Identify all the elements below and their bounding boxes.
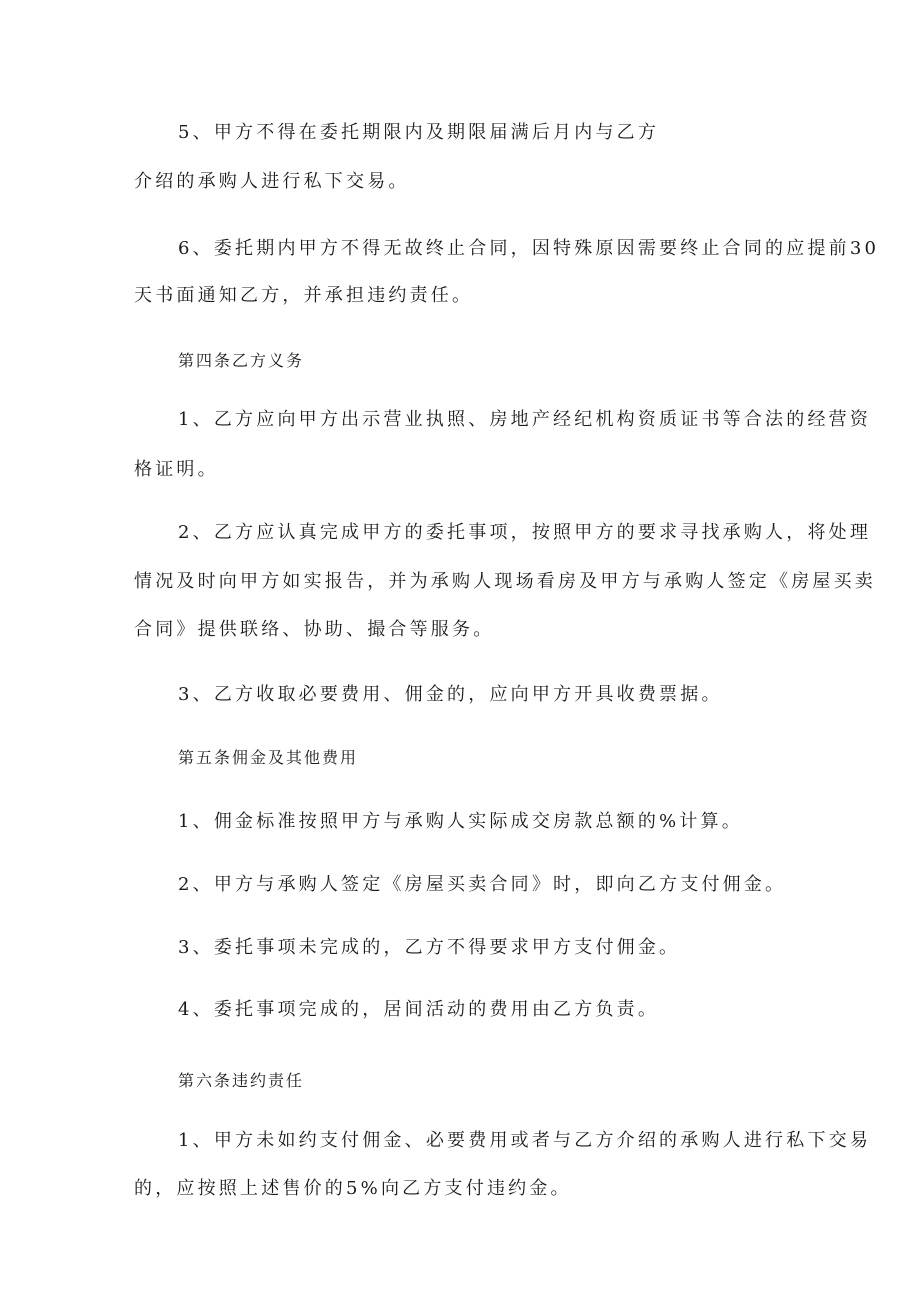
section-4-item-1-line-1: 1、乙方应向甲方出示营业执照、房地产经纪机构资质证书等合法的经营资 — [178, 409, 872, 430]
section-heading-5: 第五条佣金及其他费用 — [178, 748, 359, 767]
section-5-item-2: 2、甲方与承购人签定《房屋买卖合同》时，即向乙方支付佣金。 — [178, 874, 787, 895]
section-heading-4: 第四条乙方义务 — [178, 351, 305, 370]
section-heading-6: 第六条违约责任 — [178, 1071, 305, 1090]
paragraph-6-line-2: 天书面通知乙方，并承担违约责任。 — [134, 285, 474, 306]
paragraph-5-line-1: 5、甲方不得在委托期限内及期限届满后月内与乙方 — [178, 122, 660, 143]
section-4-item-2-line-3: 合同》提供联络、协助、撮合等服务。 — [134, 619, 495, 640]
section-4-item-1-line-2: 格证明。 — [134, 459, 219, 480]
section-4-item-2-line-2: 情况及时向甲方如实报告，并为承购人现场看房及甲方与承购人签定《房屋买卖 — [134, 571, 876, 592]
paragraph-6-line-1: 6、委托期内甲方不得无故终止合同，因特殊原因需要终止合同的应提前30 — [178, 238, 880, 259]
paragraph-5-line-2: 介绍的承购人进行私下交易。 — [134, 171, 410, 192]
section-4-item-2-line-1: 2、乙方应认真完成甲方的委托事项，按照甲方的要求寻找承购人，将处理 — [178, 522, 872, 543]
section-5-item-1: 1、佣金标准按照甲方与承购人实际成交房款总额的%计算。 — [178, 811, 743, 832]
section-6-item-1-line-1: 1、甲方未如约支付佣金、必要费用或者与乙方介绍的承购人进行私下交易 — [178, 1130, 872, 1151]
section-5-item-4: 4、委托事项完成的，居间活动的费用由乙方负责。 — [178, 999, 660, 1020]
section-6-item-1-line-2: 的，应按照上述售价的5%向乙方支付违约金。 — [134, 1178, 572, 1199]
section-5-item-3: 3、委托事项未完成的，乙方不得要求甲方支付佣金。 — [178, 937, 681, 958]
section-4-item-3-line-1: 3、乙方收取必要费用、佣金的，应向甲方开具收费票据。 — [178, 684, 723, 705]
